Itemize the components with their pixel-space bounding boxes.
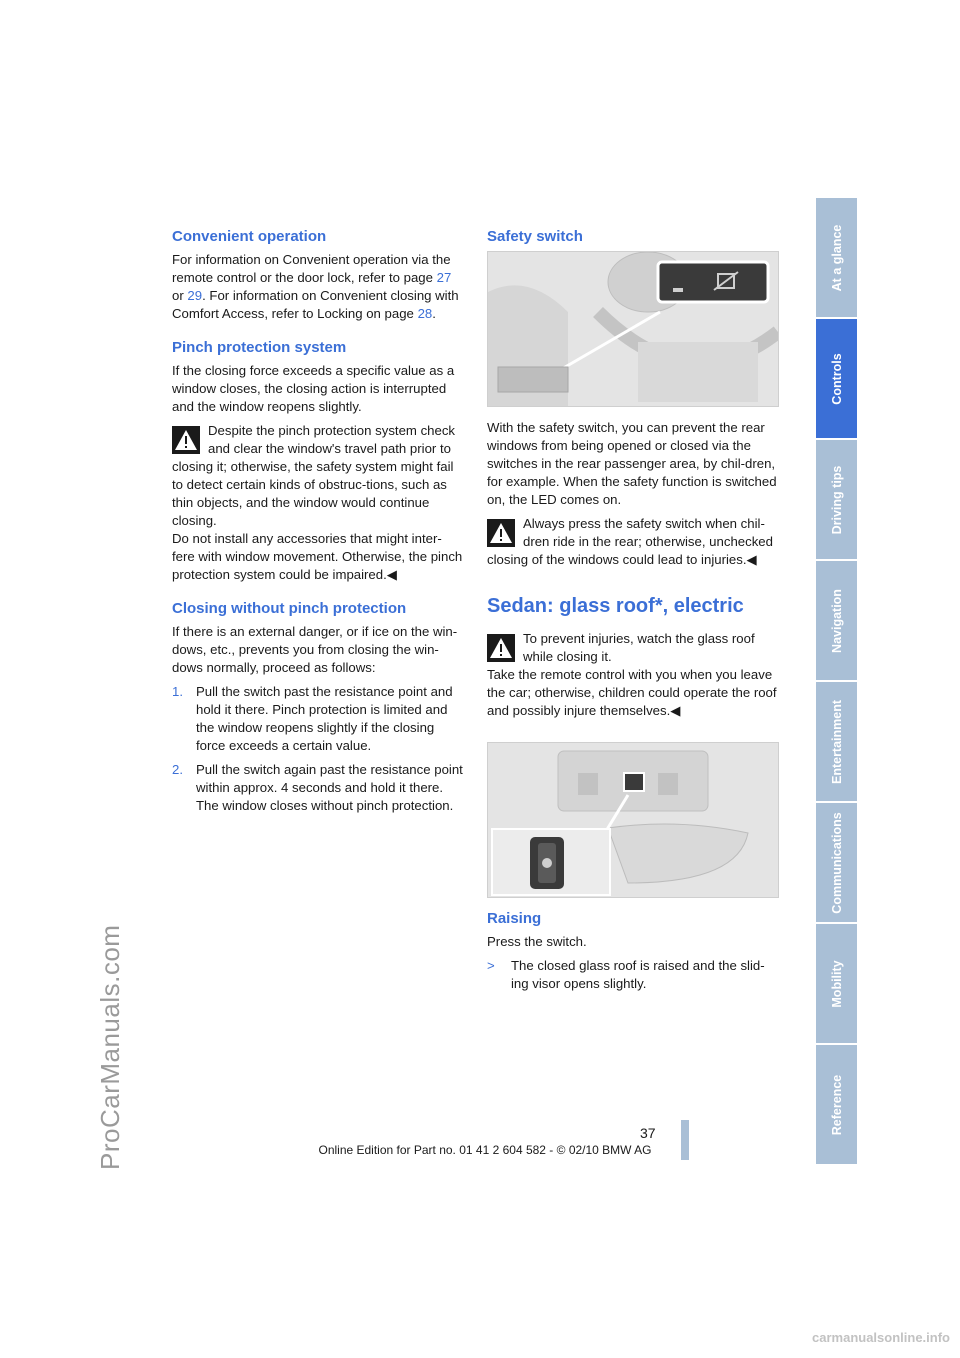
heading-sedan-glass-roof: Sedan: glass roof*, electric — [487, 595, 744, 617]
tab-communications[interactable]: Communications — [816, 803, 857, 922]
page-link-29[interactable]: 29 — [187, 288, 203, 303]
left-column — [172, 228, 464, 821]
glass-roof-warning: To prevent injuries, watch the glass roof while closing it. Take the remote control with you when you leave the car; otherwise, children could operate the roof and possibly injure themselves.◀ — [487, 631, 777, 718]
heading-raising: Raising — [487, 910, 542, 927]
edition-line: Online Edition for Part no. 01 41 2 604 582 - © 02/10 BMW AG — [318, 1143, 652, 1157]
safety-switch-illustration — [487, 251, 779, 407]
warning-icon — [172, 426, 200, 454]
tab-navigation[interactable]: Navigation — [816, 561, 857, 680]
list-item: 2. Pull the switch again past the resistance point within approx. 4 seconds and hold it there. The window closes without pinch protection. — [172, 762, 463, 813]
heading-convenient: Convenient operation — [172, 228, 327, 245]
page-link-27[interactable]: 27 — [436, 270, 452, 285]
convenient-text: For information on Convenient operation via the remote control or the door lock, refer to page 27 or 29. For information on Convenient closing with Comfort Access, refer to Locking on page 28. — [172, 252, 459, 321]
heading-without-pinch: Closing without pinch protection — [172, 600, 407, 617]
right-column — [487, 228, 779, 993]
heading-safety-switch: Safety switch — [487, 228, 583, 245]
tab-driving-tips[interactable]: Driving tips — [816, 440, 857, 559]
safety-text: With the safety switch, you can prevent the rear windows from being opened or closed via the switches in the rear passenger area, by chil-dren, for example. When the safety function is switched on, the LED comes on. — [487, 420, 777, 507]
pinch-text: If the closing force exceeds a specific value as a window closes, the closing action is interrupted and the window reopens slightly. — [172, 363, 455, 414]
bottom-watermark: carmanualsonline.info — [812, 1330, 950, 1345]
tab-at-a-glance[interactable]: At a glance — [816, 198, 857, 317]
list-item: 1. Pull the switch past the resistance point and hold it there. Pinch protection is limited and the window reopens slightly if the closing force exceeds a certain value. — [172, 684, 453, 753]
tab-mobility[interactable]: Mobility — [816, 924, 857, 1043]
raising-text: Press the switch. — [487, 934, 587, 949]
tab-controls[interactable]: Controls — [816, 319, 857, 438]
pinch-warning: Despite the pinch protection system check and clear the window's travel path prior to closing it; otherwise, the safety system might fail to detect certain kinds of obstruc-tions, such as thin objects, and the window would continue closing. Do not install any accessories that might inter-fere with window movement. Otherwise, the pinch protection system could be impaired.◀ — [172, 423, 463, 582]
without-pinch-text: If there is an external danger, or if ice on the win-dows, etc., prevents you from closing the win-dows normally, proceed as follows: — [172, 624, 458, 675]
side-watermark: ProCarManuals.com — [95, 924, 125, 1170]
page-number: 37 — [640, 1125, 656, 1141]
heading-pinch: Pinch protection system — [172, 339, 347, 356]
glass-roof-switch-illustration — [487, 742, 779, 898]
chapter-tabs — [816, 198, 857, 1166]
page-link-28[interactable]: 28 — [417, 306, 433, 321]
page-marker-bar — [681, 1120, 689, 1160]
steps-list — [172, 683, 464, 815]
tab-entertainment[interactable]: Entertainment — [816, 682, 857, 801]
warning-icon — [487, 634, 515, 662]
list-item: > The closed glass roof is raised and the slid-ing visor opens slightly. — [487, 958, 765, 991]
tab-reference[interactable]: Reference — [816, 1045, 857, 1164]
safety-warning: Always press the safety switch when chil-dren ride in the rear; otherwise, unchecked closing of the windows could lead to injuries.◀ — [487, 516, 773, 567]
warning-icon — [487, 519, 515, 547]
